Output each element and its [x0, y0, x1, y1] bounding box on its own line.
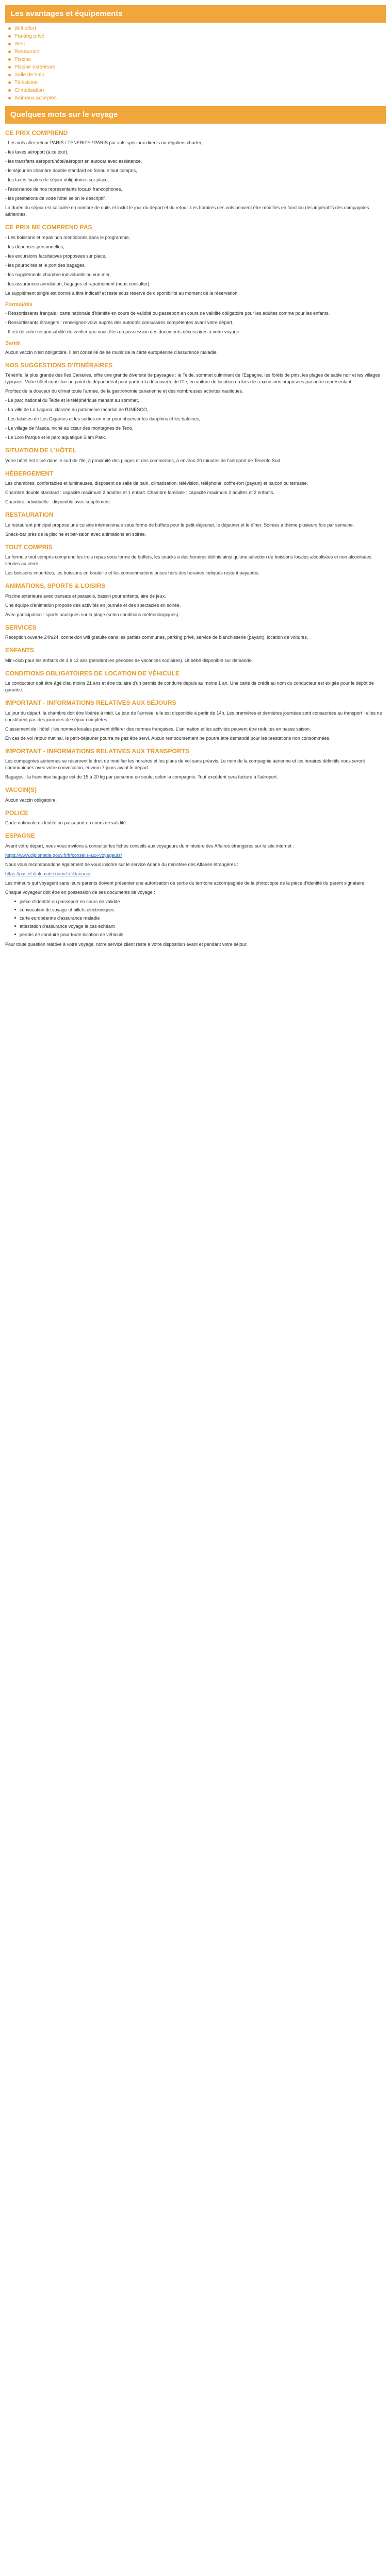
- section-heading: ANIMATIONS, SPORTS & LOISIRS: [5, 582, 106, 590]
- advantage-item: [8, 32, 386, 40]
- paragraph: Le supplément single est donné à titre indicatif et reste sous réserve de disponibilité au moment de la réservation.: [5, 290, 239, 296]
- paragraph: - les prestations de votre hôtel selon le descriptif.: [5, 196, 106, 201]
- paragraph: La durée du séjour est calculée en nombre de nuits et inclut le jour du départ et du retour. Les horaires des vols peuvent être modifiés en fonction des impératifs des compagnies aériennes.: [5, 205, 369, 217]
- trip-info-title: Quelques mots sur le voyage: [5, 106, 386, 124]
- bullet-icon: [8, 27, 11, 30]
- advantage-label: Piscine extérieure: [14, 64, 56, 70]
- link-paragraph: [5, 852, 386, 859]
- section-heading: NOS SUGGESTIONS D'ITINÉRAIRES: [5, 361, 113, 369]
- list-item: carte européenne d'assurance maladie: [14, 915, 386, 922]
- paragraph: - le séjour en chambre double standard en formule tout compris,: [5, 168, 137, 174]
- bullet-icon: [8, 43, 11, 45]
- advantage-label: Télévision: [14, 79, 38, 86]
- section-heading: ESPAGNE: [5, 832, 35, 840]
- link-paragraph: [5, 871, 386, 877]
- paragraph: - Les falaises de Los Gigantes et les sorties en mer pour observer les dauphins et les baleines,: [5, 416, 201, 422]
- section-heading: TOUT COMPRIS: [5, 543, 53, 551]
- paragraph: Ténérife, la plus grande des îles Canaries, offre une grande diversité de paysages : le Teide, sommet culminant de l'Espagne, les forêts de pins, les plages de sable noir et les villages typiques. Votre hôtel constitue un point de départ idéal pour partir à la découverte de l'île, en voiture de location ou lors des excursions proposées par notre représentant.: [5, 372, 380, 385]
- paragraph: Avec participation : sports nautiques sur la plage (selon conditions météorologiques).: [5, 612, 180, 617]
- paragraph: Le restaurant principal propose une cuisine internationale sous forme de buffets pour le petit-déjeuner, le déjeuner et le dîner. Soirées à thème plusieurs fois par semaine.: [5, 522, 354, 528]
- list-item: pièce d'identité ou passeport en cours de validité: [14, 899, 386, 905]
- bullet-icon: [8, 89, 11, 92]
- paragraph: - La ville de La Laguna, classée au patrimoine mondial de l'UNESCO,: [5, 407, 149, 413]
- advantage-item: [8, 94, 386, 102]
- list-item: permis de conduire pour toute location de véhicule: [14, 931, 386, 938]
- advantage-item: [8, 71, 386, 79]
- paragraph: Bagages : la franchise bagage est de 15 à 20 kg par personne en soute, selon la compagnie. Tout excédent sera facturé à l'aéroport.: [5, 774, 278, 780]
- section-heading: CE PRIX COMPREND: [5, 129, 68, 137]
- paragraph: - Le Loro Parque et le parc aquatique Siam Park.: [5, 435, 106, 440]
- subsection-heading: Formalités: [5, 301, 33, 308]
- section-heading: CONDITIONS OBLIGATOIRES DE LOCATION DE VÉHICULE: [5, 669, 180, 677]
- bullet-icon: [8, 58, 11, 61]
- paragraph: Les mineurs qui voyagent sans leurs parents doivent présenter une autorisation de sortie du territoire accompagnée de la photocopie de la pièce d'identité du parent signataire.: [5, 880, 366, 886]
- section-heading: SITUATION DE L'HÔTEL: [5, 447, 76, 454]
- bullet-icon: [8, 35, 11, 38]
- paragraph: - les excursions facultatives proposées sur place,: [5, 253, 107, 259]
- advantage-label: Restaurant: [14, 48, 40, 55]
- advantage-item: [8, 56, 386, 63]
- trip-info-content: [5, 129, 386, 948]
- advantage-item: [8, 40, 386, 48]
- subsection-heading: Santé: [5, 340, 20, 347]
- paragraph: - les dépenses personnelles,: [5, 244, 64, 249]
- section-heading: CE PRIX NE COMPREND PAS: [5, 224, 92, 231]
- paragraph: - Le village de Masca, niché au cœur des montagnes de Teno,: [5, 426, 134, 431]
- paragraph: Aucun vaccin obligatoire.: [5, 797, 57, 803]
- advantage-item: [8, 48, 386, 56]
- paragraph: - l'assistance de nos représentants locaux francophones,: [5, 187, 122, 192]
- bullet-icon: [8, 97, 11, 99]
- paragraph: Nous vous recommandons également de vous inscrire sur le service Ariane du ministère des Affaires étrangères :: [5, 861, 239, 867]
- external-link[interactable]: https://pastel.diplomatie.gouv.fr/fildariane/: [5, 871, 91, 876]
- advantage-item: [8, 25, 386, 32]
- paragraph: - les pourboires et le port des bagages,: [5, 262, 86, 268]
- paragraph: Snack-bar près de la piscine et bar-salon avec animations en soirée.: [5, 531, 146, 537]
- page: [0, 0, 391, 961]
- bullet-icon: [8, 74, 11, 76]
- paragraph: - Il est de votre responsabilité de vérifier que vous êtes en possession des documents nécessaires à votre voyage.: [5, 329, 241, 335]
- section-heading: POLICE: [5, 809, 28, 817]
- paragraph: Aucun vaccin n'est obligatoire. Il est conseillé de se munir de la carte européenne d'assurance maladie.: [5, 349, 218, 355]
- paragraph: - les taxes aéroport (à ce jour),: [5, 149, 69, 155]
- paragraph: - les transferts aéroport/hôtel/aéroport en autocar avec assistance,: [5, 158, 142, 164]
- paragraph: Classement de l'hôtel : les normes locales peuvent différer des normes françaises. L'animation et les activités peuvent être réduites en basse saison.: [5, 726, 311, 732]
- paragraph: Piscine extérieure avec transats et parasols, bassin pour enfants, aire de jeux.: [5, 593, 166, 599]
- section-heading: VACCIN(S): [5, 786, 37, 794]
- paragraph: La formule tout compris comprend les trois repas sous forme de buffets, les snacks à des horaires définis ainsi qu'une sélection de boissons locales alcoolisées et non alcoolisées servies au verre.: [5, 554, 371, 567]
- paragraph: Carte nationale d'identité ou passeport en cours de validité.: [5, 820, 127, 826]
- paragraph: Chambre double standard : capacité maximum 2 adultes et 1 enfant. Chambre familiale : capacité maximum 2 adultes et 2 enfants.: [5, 490, 274, 496]
- bullet-list: [5, 899, 386, 938]
- section-heading: ENFANTS: [5, 647, 35, 654]
- advantage-label: Piscine: [14, 56, 31, 62]
- paragraph: Les compagnies aériennes se réservent le droit de modifier les horaires et les plans de vol sans préavis. Le nom de la compagnie aérienne et les horaires définitifs vous seront communiqués avec votre convocation, environ 7 jours avant le départ.: [5, 758, 365, 771]
- paragraph: Le conducteur doit être âgé d'au moins 21 ans et être titulaire d'un permis de conduire depuis au moins 1 an. Une carte de crédit au nom du conducteur est exigée pour le dépôt de garantie.: [5, 681, 374, 693]
- advantage-label: Animaux acceptés: [14, 95, 57, 101]
- paragraph: Les chambres, confortables et lumineuses, disposent de salle de bain, climatisation, télévision, téléphone, coffre-fort (payant) et balcon ou terrasse.: [5, 481, 308, 486]
- external-link[interactable]: https://www.diplomatie.gouv.fr/fr/conseils-aux-voyageurs/: [5, 852, 122, 858]
- bullet-icon: [8, 66, 11, 69]
- paragraph: Chaque voyageur doit être en possession de ses documents de voyage :: [5, 889, 155, 895]
- paragraph: Pour toute question relative à votre voyage, notre service client reste à votre disposition avant et pendant votre séjour.: [5, 942, 248, 947]
- paragraph: - Les vols aller-retour PARIS / TENERIFE / PARIS par vols spéciaux directs ou réguliers charter,: [5, 140, 203, 145]
- paragraph: Le jour du départ, la chambre doit être libérée à midi. Le jour de l'arrivée, elle est disponible à partir de 14h. Les premières et dernières journées sont consacrées au transport : elles ne constituent pas des journées de séjour complètes.: [5, 710, 382, 722]
- bullet-icon: [8, 50, 11, 53]
- section-heading: IMPORTANT - INFORMATIONS RELATIVES AUX TRANSPORTS: [5, 747, 189, 755]
- paragraph: En cas de vol retour matinal, le petit-déjeuner pourra ne pas être servi. Aucun remboursement ne pourra être demandé pour les prestations non consommées.: [5, 735, 331, 741]
- paragraph: - Les boissons et repas non mentionnés dans le programme,: [5, 234, 131, 240]
- section-heading: HÉBERGEMENT: [5, 469, 54, 477]
- paragraph: - Ressortissants français : carte nationale d'identité en cours de validité ou passeport en cours de validité obligatoire pour les adultes comme pour les enfants.: [5, 311, 330, 316]
- paragraph: - les suppléments chambre individuelle ou vue mer,: [5, 272, 111, 277]
- paragraph: - les taxes locales de séjour obligatoires sur place,: [5, 177, 109, 183]
- list-item: attestation d'assurance voyage le cas échéant: [14, 923, 386, 930]
- advantage-label: WiFi: [14, 41, 25, 47]
- paragraph: - les assurances annulation, bagages et rapatriement (nous consulter).: [5, 281, 151, 286]
- advantage-label: Salle de bain: [14, 72, 44, 78]
- advantage-item: [8, 63, 386, 71]
- paragraph: - Le parc national du Teide et le téléphérique menant au sommet,: [5, 398, 139, 403]
- paragraph: Les boissons importées, les boissons en bouteille et les consommations prises hors des horaires indiqués restent payantes.: [5, 570, 260, 576]
- advantage-item: [8, 87, 386, 94]
- advantages-list: [5, 23, 386, 104]
- section-heading: IMPORTANT - INFORMATIONS RELATIVES AUX SÉJOURS: [5, 699, 176, 707]
- paragraph: Chambre individuelle : disponible avec supplément.: [5, 499, 111, 505]
- paragraph: Votre hôtel est situé dans le sud de l'île, à proximité des plages et des commerces, à environ 20 minutes de l'aéroport de Tenerife Sud.: [5, 457, 282, 463]
- section-heading: RESTAURATION: [5, 511, 54, 519]
- advantages-title: Les avantages et équipements: [5, 5, 386, 23]
- paragraph: Réception ouverte 24h/24, connexion wifi gratuite dans les parties communes, parking privé, service de blanchisserie (payant), location de voitures.: [5, 635, 308, 640]
- paragraph: Avant votre départ, nous vous invitons à consulter les fiches conseils aux voyageurs du ministère des Affaires étrangères sur le site internet :: [5, 843, 294, 849]
- list-item: convocation de voyage et billets électroniques: [14, 907, 386, 913]
- advantage-item: [8, 79, 386, 87]
- advantage-label: Parking privé: [14, 33, 45, 39]
- paragraph: Profitez de la douceur du climat toute l'année, de la gastronomie canarienne et des nombreuses activités nautiques.: [5, 388, 243, 394]
- paragraph: - Ressortissants étrangers : renseignez-vous auprès des autorités consulaires compétentes avant votre départ.: [5, 320, 234, 326]
- paragraph: Mini-club pour les enfants de 4 à 12 ans (pendant les périodes de vacances scolaires). Lit bébé disponible sur demande.: [5, 657, 253, 663]
- advantage-label: Climatisation: [14, 87, 44, 93]
- paragraph: Une équipe d'animation propose des activités en journée et des spectacles en soirée.: [5, 602, 181, 608]
- bullet-icon: [8, 81, 11, 84]
- section-heading: SERVICES: [5, 623, 37, 631]
- advantage-label: Wifi offert: [14, 25, 37, 31]
